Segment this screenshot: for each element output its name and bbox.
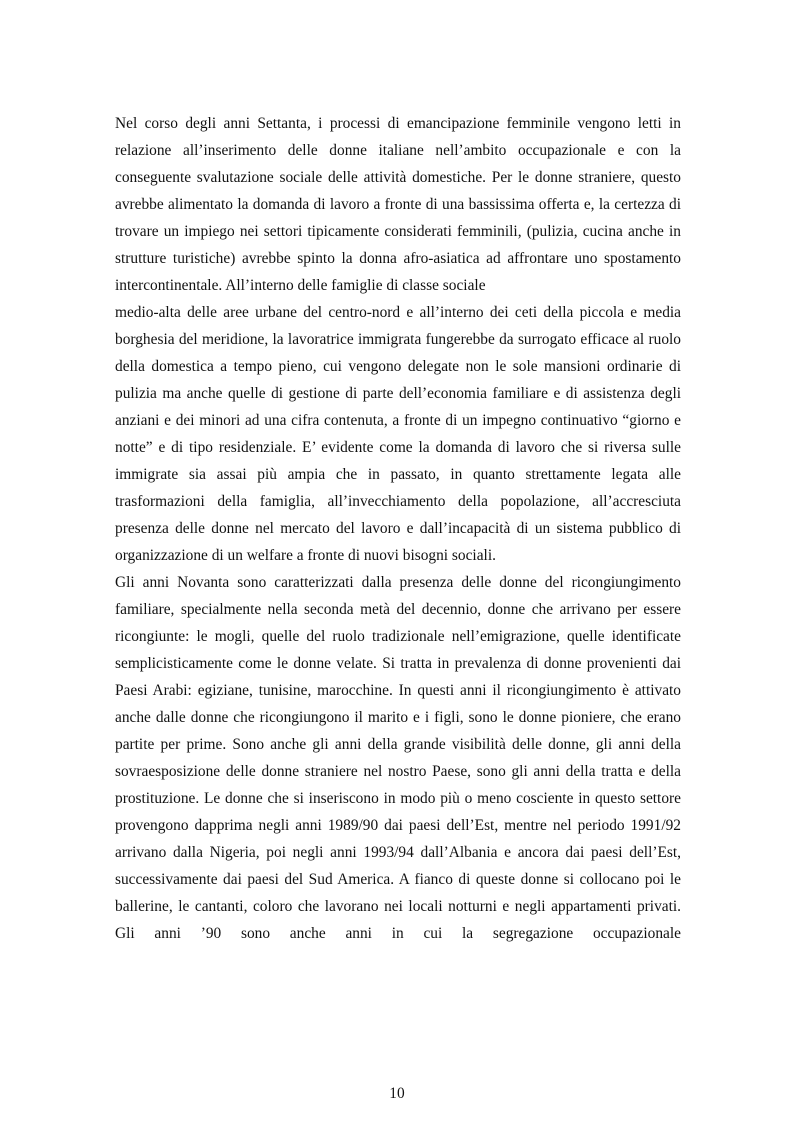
paragraph-2: medio-alta delle aree urbane del centro-nord e all’interno dei ceti della piccola e media borghesia del meridione, la lavoratrice immigrata fungerebbe da surrogato efficace al ruolo della domestica a tempo pieno, cui vengono delegate non le sole mansioni ordinarie di pulizia ma anche quelle di gestione di parte dell’economia familiare e di assistenza degli anziani e dei minori ad una cifra contenuta, a fronte di un impegno continuativo “giorno e notte” e di tipo residenziale. E’ evidente come la domanda di lavoro che si riversa sulle immigrate sia assai più ampia che in passato, in quanto strettamente legata alle trasformazioni della famiglia, all’invecchiamento della popolazione, all’accresciuta presenza delle donne nel mercato del lavoro e dall’incapacità di un sistema pubblico di organizzazione di un welfare a fronte di nuovi bisogni sociali. — [115, 304, 681, 564]
page-number: 10 — [389, 1085, 405, 1102]
paragraph-1: Nel corso degli anni Settanta, i processi di emancipazione femminile vengono letti in relazione all’inserimento delle donne italiane nell’ambito occupazionale e con la conseguente svalutazione sociale delle attività domestiche. Per le donne straniere, questo avrebbe alimentato la domanda di lavoro a fronte di una bassissima offerta e, la certezza di trovare un impiego nei settori tipicamente considerati femminili, (pulizia, cucina anche in strutture turistiche) avrebbe spinto la donna afro-asiatica ad affrontare uno spostamento intercontinentale. All’interno delle famiglie di classe sociale — [115, 115, 681, 294]
paragraph-3: Gli anni Novanta sono caratterizzati dalla presenza delle donne del ricongiungimento familiare, specialmente nella seconda metà del decennio, donne che arrivano per essere ricongiunte: le mogli, quelle del ruolo tradizionale nell’emigrazione, quelle identificate semplicisticamente come le donne velate. Si tratta in prevalenza di donne provenienti dai Paesi Arabi: egiziane, tunisine, marocchine. In questi anni il ricongiungimento è attivato anche dalle donne che ricongiungono il marito e i figli, sono le donne pioniere, che erano partite per prime. Sono anche gli anni della grande visibilità delle donne, gli anni della sovraesposizione delle donne straniere nel nostro Paese, sono gli anni della tratta e della prostituzione. Le donne che si inseriscono in modo più o meno cosciente in questo settore provengono dapprima negli anni 1989/90 dai paesi dell’Est, mentre nel periodo 1991/92 arrivano dalla Nigeria, poi negli anni 1993/94 dall’Albania e ancora dai paesi dell’Est, successivamente dai paesi del Sud America. A fianco di queste donne si collocano poi le ballerine, le cantanti, coloro che lavorano nei locali notturni e negli appartamenti privati. Gli anni ’90 sono anche anni in cui la segregazione occupazionale — [115, 574, 681, 942]
page-body — [115, 110, 681, 947]
